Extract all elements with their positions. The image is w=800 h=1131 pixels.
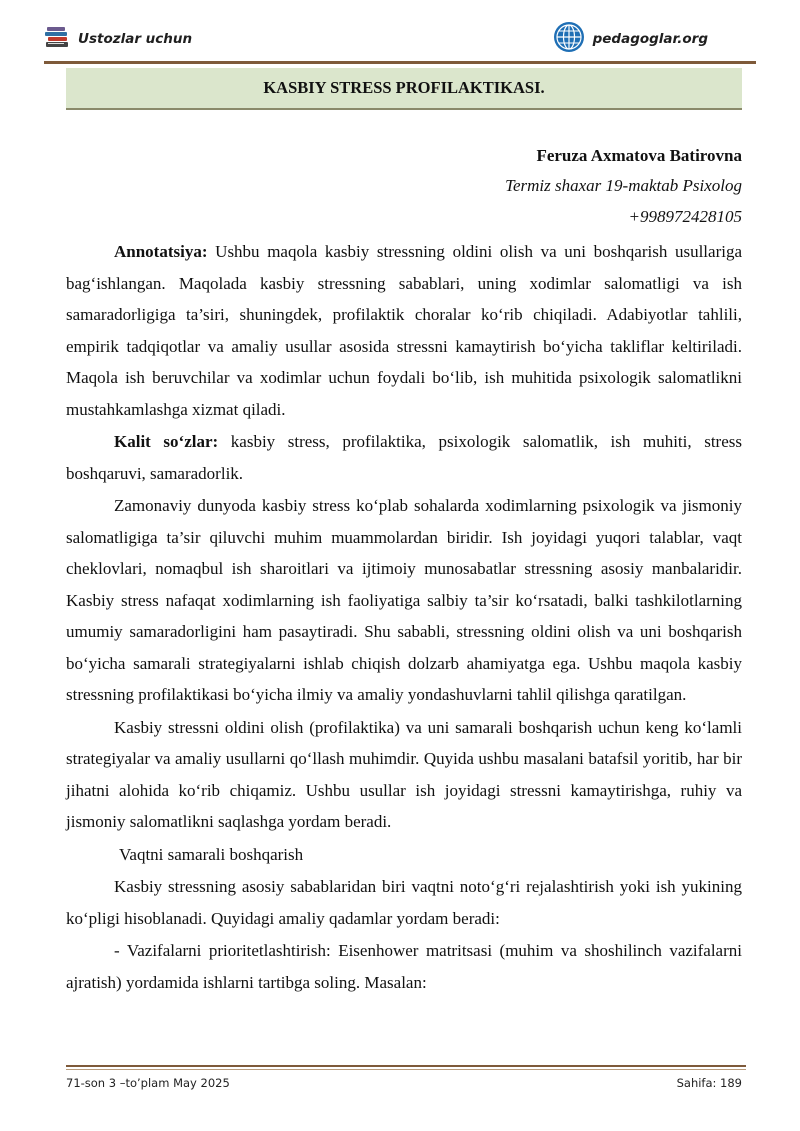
body-paragraph: Kasbiy stressning asosiy sabablaridan biri vaqtni noto‘g‘ri rejalashtirish yoki ish yukining ko‘pligi hisoblanadi. Quyidagi amaliy qadamlar yordam beradi: [66, 877, 742, 928]
author-name: Feruza Axmatova Batirovna [536, 146, 742, 165]
header-left-text: Ustozlar uchun [78, 31, 193, 47]
books-icon [44, 26, 70, 53]
body-paragraph: Zamonaviy dunyoda kasbiy stress ko‘plab sohalarda xodimlarning psixologik va jismoniy salomatligiga ta’sir qiluvchi muhim muammolardan biridir. Ish joyidagi yuqori talablar, vaqt cheklovlari, nomaqbul ish sharoitlari va ijtimoiy munosabatlar stressning asosiy manbalaridir. Kasbiy stress nafaqat xodimlarning ish faoliyatiga salbiy ta’sir ko‘rsatadi, balki tashkilotlarning umumiy samaradorligini ham pasaytiradi. Shu sababli, stressning oldini olish va uni boshqarish bo‘yicha samarali strategiyalarni ishlab chiqish dolzarb ahamiyatga ega. Ushbu maqola kasbiy stressning profilaktikasi bo‘yicha ilmiy va amaliy yondashuvlarni tahlil qilishga qaratilgan. [66, 496, 742, 704]
author-affiliation: Termiz shaxar 19-maktab Psixolog [505, 176, 742, 195]
keywords-paragraph [66, 426, 742, 489]
footer-divider-thin [66, 1069, 746, 1070]
article-body [66, 236, 742, 999]
footer-divider [66, 1065, 746, 1067]
keywords-text: kasbiy stress, profilaktika, psixologik salomatlik, ish muhiti, stress boshqaruvi, samaradorlik. [66, 432, 742, 483]
header-right [553, 23, 708, 55]
author-phone: +998972428105 [628, 207, 742, 226]
footer-page-number: Sahifa: 189 [676, 1076, 742, 1090]
annotation-text: Ushbu maqola kasbiy stressning oldini olish va uni boshqarish usullariga bag‘ishlangan. Maqolada kasbiy stressning sabablari, uning xodimlar salomatligi va ish samaradorligiga ta’siri, shuningdek, profilaktik choralar ko‘rib chiqiladi. Adabiyotlar tahlili, empirik tadqiqotlar va amaliy usullar asosida stressni kamaytirish bo‘yicha takliflar keltiriladi. Maqola ish beruvchilar va xodimlar uchun foydali bo‘lib, ish muhitida psixologik salomatlikni mustahkamlashga xizmat qiladi. [66, 242, 742, 419]
footer-issue: 71-son 3 –to’plam May 2025 [66, 1076, 230, 1090]
body-paragraph: Kasbiy stressni oldini olish (profilaktika) va uni samarali boshqarish uchun keng ko‘lamli strategiyalar va amaliy usullarni qo‘llash muhimdir. Quyida ushbu masalani batafsil yoritib, har bir jihatni alohida ko‘rib chiqamiz. Ushbu usullar ish joyidagi stressni kamaytirishga, ruhiy va jismoniy salomatlikni saqlashga yordam beradi. [66, 717, 742, 831]
annotation-paragraph [66, 236, 742, 425]
header-right-text: pedagoglar.org [592, 31, 708, 47]
keywords-label: Kalit so‘zlar: [114, 432, 219, 451]
title-banner [66, 68, 742, 110]
globe-icon [553, 21, 585, 58]
body-paragraph: - Vazifalarni prioritetlashtirish: Eisenhower matritsasi (muhim va shoshilinch vazifalarni ajratish) yordamida ishlarni tartibga soling. Masalan: [66, 941, 742, 992]
header-divider [44, 61, 756, 64]
annotation-label: Annotatsiya: [114, 242, 208, 261]
section-heading: Vaqtni samarali boshqarish [119, 844, 304, 864]
header-left [44, 26, 192, 52]
page-title: KASBIY STRESS PROFILAKTIKASI. [263, 78, 545, 97]
